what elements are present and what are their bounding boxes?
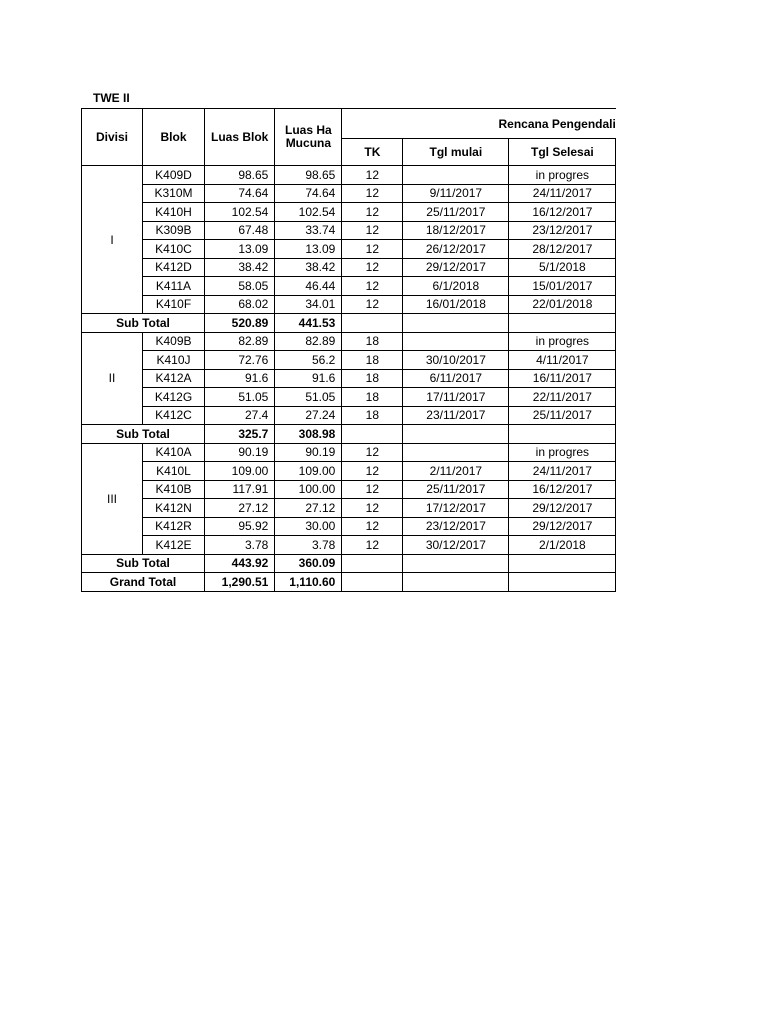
luas-ha-cell: 109.00 xyxy=(275,462,342,481)
luas-blok-cell: 51.05 xyxy=(205,388,275,407)
tgl-selesai-cell: 16/11/2017 xyxy=(509,369,616,388)
tk-cell: 18 xyxy=(342,406,403,425)
table-row xyxy=(82,480,616,499)
header-tgl-mulai: Tgl mulai xyxy=(403,139,509,166)
luas-blok-cell: 90.19 xyxy=(205,443,275,462)
luas-blok-cell: 27.12 xyxy=(205,499,275,518)
header-rencana-pengendali: Rencana Pengendali xyxy=(342,109,616,139)
empty-cell xyxy=(509,573,616,592)
tgl-selesai-cell: 5/1/2018 xyxy=(509,258,616,277)
luas-ha-cell: 13.09 xyxy=(275,240,342,259)
luas-blok-cell: 67.48 xyxy=(205,221,275,240)
empty-cell xyxy=(342,314,403,333)
tk-cell: 12 xyxy=(342,166,403,185)
table-row xyxy=(82,536,616,555)
tgl-mulai-cell: 25/11/2017 xyxy=(403,480,509,499)
empty-cell xyxy=(509,314,616,333)
header-tk: TK xyxy=(342,139,403,166)
header-tgl-selesai: Tgl Selesai xyxy=(509,139,616,166)
tgl-mulai-cell xyxy=(403,332,509,351)
table-row xyxy=(82,499,616,518)
blok-cell: K409D xyxy=(143,166,205,185)
luas-blok-cell: 38.42 xyxy=(205,258,275,277)
tgl-selesai-cell: 24/11/2017 xyxy=(509,184,616,203)
luas-ha-cell: 3.78 xyxy=(275,536,342,555)
tgl-mulai-cell: 18/12/2017 xyxy=(403,221,509,240)
empty-cell xyxy=(403,573,509,592)
tk-cell: 18 xyxy=(342,369,403,388)
blok-cell: K410A xyxy=(143,443,205,462)
subtotal-row xyxy=(82,425,616,444)
header-luas-blok: Luas Blok xyxy=(205,109,275,166)
luas-ha-cell: 98.65 xyxy=(275,166,342,185)
subtotal-label: Sub Total xyxy=(82,314,205,333)
luas-ha-cell: 91.6 xyxy=(275,369,342,388)
table-row xyxy=(82,295,616,314)
luas-blok-cell: 13.09 xyxy=(205,240,275,259)
tk-cell: 12 xyxy=(342,443,403,462)
table-row xyxy=(82,332,616,351)
tk-cell: 18 xyxy=(342,388,403,407)
tgl-selesai-cell: in progres xyxy=(509,332,616,351)
tgl-mulai-cell: 6/11/2017 xyxy=(403,369,509,388)
tgl-mulai-cell: 17/12/2017 xyxy=(403,499,509,518)
table-row xyxy=(82,221,616,240)
luas-blok-cell: 27.4 xyxy=(205,406,275,425)
tgl-mulai-cell: 6/1/2018 xyxy=(403,277,509,296)
tk-cell: 12 xyxy=(342,277,403,296)
data-table xyxy=(81,108,616,592)
table-row xyxy=(82,351,616,370)
empty-cell xyxy=(403,554,509,573)
tgl-selesai-cell: 16/12/2017 xyxy=(509,203,616,222)
tgl-selesai-cell: 29/12/2017 xyxy=(509,517,616,536)
table-row xyxy=(82,517,616,536)
tk-cell: 18 xyxy=(342,332,403,351)
luas-blok-cell: 58.05 xyxy=(205,277,275,296)
tgl-selesai-cell: in progres xyxy=(509,443,616,462)
tgl-mulai-cell: 2/11/2017 xyxy=(403,462,509,481)
grand-total-luas-blok: 1,290.51 xyxy=(205,573,275,592)
blok-cell: K410L xyxy=(143,462,205,481)
luas-ha-cell: 34.01 xyxy=(275,295,342,314)
table-row xyxy=(82,443,616,462)
blok-cell: K412C xyxy=(143,406,205,425)
empty-cell xyxy=(342,425,403,444)
blok-cell: K410F xyxy=(143,295,205,314)
header-luas-ha-mucuna: Luas Ha Mucuna xyxy=(275,109,342,166)
luas-ha-cell: 56.2 xyxy=(275,351,342,370)
luas-ha-cell: 30.00 xyxy=(275,517,342,536)
header-blok: Blok xyxy=(143,109,205,166)
empty-cell xyxy=(403,425,509,444)
tgl-selesai-cell: 23/12/2017 xyxy=(509,221,616,240)
table-row xyxy=(82,462,616,481)
luas-ha-cell: 27.24 xyxy=(275,406,342,425)
luas-ha-cell: 74.64 xyxy=(275,184,342,203)
header-divisi: Divisi xyxy=(82,109,143,166)
empty-cell xyxy=(342,573,403,592)
luas-blok-cell: 98.65 xyxy=(205,166,275,185)
tgl-mulai-cell: 16/01/2018 xyxy=(403,295,509,314)
subtotal-luas-ha: 360.09 xyxy=(275,554,342,573)
blok-cell: K412R xyxy=(143,517,205,536)
luas-blok-cell: 3.78 xyxy=(205,536,275,555)
empty-cell xyxy=(342,554,403,573)
tgl-mulai-cell: 30/12/2017 xyxy=(403,536,509,555)
sheet-title: TWE II xyxy=(93,91,130,105)
subtotal-luas-blok: 520.89 xyxy=(205,314,275,333)
subtotal-luas-blok: 443.92 xyxy=(205,554,275,573)
table-row xyxy=(82,277,616,296)
tgl-selesai-cell: 29/12/2017 xyxy=(509,499,616,518)
tgl-mulai-cell xyxy=(403,443,509,462)
tgl-mulai-cell: 29/12/2017 xyxy=(403,258,509,277)
luas-blok-cell: 68.02 xyxy=(205,295,275,314)
tgl-selesai-cell: 28/12/2017 xyxy=(509,240,616,259)
empty-cell xyxy=(509,425,616,444)
tgl-mulai-cell: 23/11/2017 xyxy=(403,406,509,425)
table-row xyxy=(82,166,616,185)
luas-ha-cell: 27.12 xyxy=(275,499,342,518)
tgl-selesai-cell: 22/01/2018 xyxy=(509,295,616,314)
tk-cell: 12 xyxy=(342,536,403,555)
subtotal-luas-ha: 441.53 xyxy=(275,314,342,333)
blok-cell: K410H xyxy=(143,203,205,222)
grand-total-row xyxy=(82,573,616,592)
grand-total-luas-ha: 1,110.60 xyxy=(275,573,342,592)
table-body xyxy=(82,109,616,592)
divisi-cell: II xyxy=(82,332,143,425)
luas-blok-cell: 95.92 xyxy=(205,517,275,536)
luas-blok-cell: 82.89 xyxy=(205,332,275,351)
subtotal-label: Sub Total xyxy=(82,425,205,444)
blok-cell: K411A xyxy=(143,277,205,296)
tgl-selesai-cell: 2/1/2018 xyxy=(509,536,616,555)
tk-cell: 12 xyxy=(342,203,403,222)
tgl-selesai-cell: 15/01/2017 xyxy=(509,277,616,296)
blok-cell: K409B xyxy=(143,332,205,351)
table-row xyxy=(82,388,616,407)
blok-cell: K412N xyxy=(143,499,205,518)
subtotal-label: Sub Total xyxy=(82,554,205,573)
tk-cell: 12 xyxy=(342,480,403,499)
table-row xyxy=(82,369,616,388)
tgl-selesai-cell: 25/11/2017 xyxy=(509,406,616,425)
table-row xyxy=(82,240,616,259)
tk-cell: 12 xyxy=(342,517,403,536)
tk-cell: 18 xyxy=(342,351,403,370)
blok-cell: K410B xyxy=(143,480,205,499)
tgl-selesai-cell: 16/12/2017 xyxy=(509,480,616,499)
tgl-mulai-cell: 23/12/2017 xyxy=(403,517,509,536)
blok-cell: K412A xyxy=(143,369,205,388)
tk-cell: 12 xyxy=(342,462,403,481)
luas-blok-cell: 91.6 xyxy=(205,369,275,388)
header-row xyxy=(82,109,616,139)
luas-ha-cell: 38.42 xyxy=(275,258,342,277)
blok-cell: K412G xyxy=(143,388,205,407)
tgl-mulai-cell: 25/11/2017 xyxy=(403,203,509,222)
blok-cell: K410C xyxy=(143,240,205,259)
tgl-mulai-cell xyxy=(403,166,509,185)
blok-cell: K412D xyxy=(143,258,205,277)
tgl-mulai-cell: 17/11/2017 xyxy=(403,388,509,407)
tgl-mulai-cell: 30/10/2017 xyxy=(403,351,509,370)
tgl-mulai-cell: 26/12/2017 xyxy=(403,240,509,259)
blok-cell: K310M xyxy=(143,184,205,203)
grand-total-label: Grand Total xyxy=(82,573,205,592)
luas-blok-cell: 102.54 xyxy=(205,203,275,222)
subtotal-row xyxy=(82,314,616,333)
table-row xyxy=(82,406,616,425)
luas-ha-cell: 100.00 xyxy=(275,480,342,499)
luas-ha-cell: 46.44 xyxy=(275,277,342,296)
tk-cell: 12 xyxy=(342,240,403,259)
empty-cell xyxy=(403,314,509,333)
luas-ha-cell: 82.89 xyxy=(275,332,342,351)
blok-cell: K412E xyxy=(143,536,205,555)
luas-blok-cell: 117.91 xyxy=(205,480,275,499)
luas-blok-cell: 74.64 xyxy=(205,184,275,203)
luas-ha-cell: 33.74 xyxy=(275,221,342,240)
tgl-selesai-cell: 24/11/2017 xyxy=(509,462,616,481)
table-row xyxy=(82,258,616,277)
blok-cell: K309B xyxy=(143,221,205,240)
table-row xyxy=(82,203,616,222)
tk-cell: 12 xyxy=(342,258,403,277)
tk-cell: 12 xyxy=(342,221,403,240)
luas-blok-cell: 72.76 xyxy=(205,351,275,370)
luas-blok-cell: 109.00 xyxy=(205,462,275,481)
luas-ha-cell: 51.05 xyxy=(275,388,342,407)
empty-cell xyxy=(509,554,616,573)
subtotal-luas-blok: 325.7 xyxy=(205,425,275,444)
table-row xyxy=(82,184,616,203)
tk-cell: 12 xyxy=(342,499,403,518)
tk-cell: 12 xyxy=(342,184,403,203)
tgl-selesai-cell: in progres xyxy=(509,166,616,185)
luas-ha-cell: 90.19 xyxy=(275,443,342,462)
divisi-cell: III xyxy=(82,443,143,554)
subtotal-row xyxy=(82,554,616,573)
blok-cell: K410J xyxy=(143,351,205,370)
tgl-selesai-cell: 22/11/2017 xyxy=(509,388,616,407)
divisi-cell: I xyxy=(82,166,143,314)
tgl-selesai-cell: 4/11/2017 xyxy=(509,351,616,370)
tk-cell: 12 xyxy=(342,295,403,314)
luas-ha-cell: 102.54 xyxy=(275,203,342,222)
tgl-mulai-cell: 9/11/2017 xyxy=(403,184,509,203)
subtotal-luas-ha: 308.98 xyxy=(275,425,342,444)
